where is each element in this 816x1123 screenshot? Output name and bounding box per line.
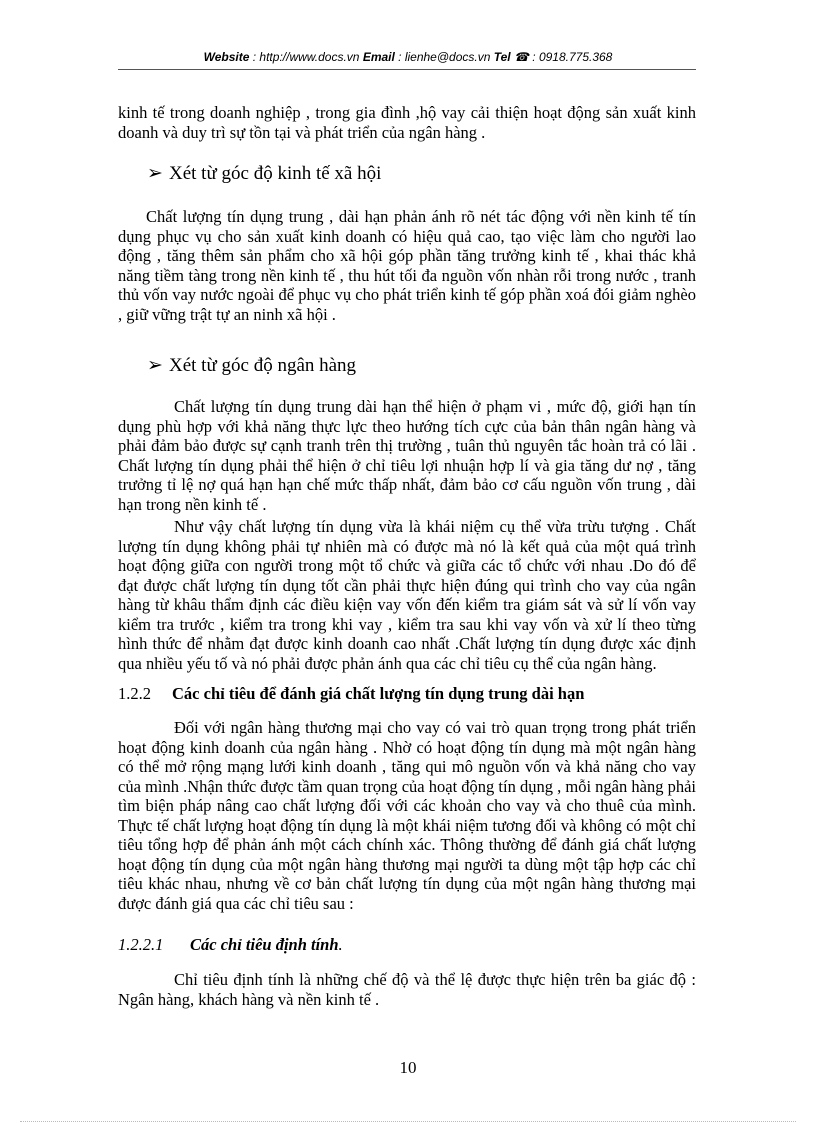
arrow-bullet-icon: ➢ — [147, 355, 163, 376]
bullet-heading-economic-social — [147, 162, 381, 185]
paragraph-1: kinh tế trong doanh nghiệp , trong gia đình ,hộ vay cải thiện hoạt động sản xuất kinh doanh và duy trì sự tồn tại và phát triển của ngân hàng . — [118, 103, 696, 142]
bullet-heading-bank — [147, 354, 356, 377]
paragraph-6: Chỉ tiêu định tính là những chế độ và thể lệ được thực hiện trên ba giác độ : Ngân hàng, khách hàng và nền kinh tế . — [118, 970, 696, 1009]
page-header — [0, 50, 816, 64]
tel-label: Tel — [493, 50, 511, 64]
paragraph-4: Như vậy chất lượng tín dụng vừa là khái niệm cụ thể vừa trừu tượng . Chất lượng tín dụng không phải tự nhiên mà có được mà nó là kết quả của một quá trình hoạt động giữa con người trong một tổ chức và giữa các tổ chức với nhau .Do đó để đạt được chất lượng tín dụng tốt cần phải thực hiện đúng qui trình cho vay của ngân hàng từ khâu thẩm định các điều kiện vay vốn đến kiểm tra giám sát và sử lí vốn vay kiểm tra trước , kiểm tra trong khi vay , kiểm tra sau khi vay vốn và xử lí theo từng hình thức để nhằm đạt được kinh doanh cao nhất .Chất lượng tín dụng được xác định qua nhiều yếu tố và nó phải được phản ánh qua các chỉ tiêu cụ thể của ngân hàng. — [118, 517, 696, 673]
header-divider — [118, 69, 696, 70]
section-heading-1-2-2-1 — [118, 935, 343, 955]
section-number: 1.2.2 — [118, 684, 151, 703]
website-value: : http://www.docs.vn — [249, 50, 363, 64]
section-title: Các chỉ tiêu định tính — [190, 935, 339, 954]
section-number: 1.2.2.1 — [118, 935, 164, 954]
footer-divider — [20, 1121, 796, 1122]
paragraph-2: Chất lượng tín dụng trung , dài hạn phản ánh rõ nét tác động với nền kinh tế tín dụng phục vụ cho sản xuất kinh doanh có hiệu quả cao, tạo việc làm cho người lao động , tăng thêm sản phẩm cho xã hội góp phần tăng trưởng kinh tế , khai thác khả năng tiềm tàng trong nền kinh tế , thu hút tối đa nguồn vốn nhàn rỗi trong nước , tranh thủ vốn vay nước ngoài để phục vụ cho phát triển kinh tế góp phần xoá đói giảm nghèo , giữ vững trật tự an ninh xã hội . — [118, 207, 696, 324]
phone-icon: ☎ — [513, 50, 529, 64]
tel-value: : 0918.775.368 — [528, 50, 613, 64]
bullet-heading-text: Xét từ góc độ kinh tế xã hội — [169, 163, 382, 184]
section-title: Các chỉ tiêu để đánh giá chất lượng tín dụng trung dài hạn — [172, 684, 585, 703]
section-title-suffix: . — [338, 935, 343, 954]
bullet-heading-text: Xét từ góc độ ngân hàng — [169, 355, 357, 376]
paragraph-3: Chất lượng tín dụng trung dài hạn thể hiện ở phạm vi , mức độ, giới hạn tín dụng phù hợp với khả năng thực lực theo hướng tích cực của bản thân ngân hàng và phải đảm bảo được sự cạnh tranh trên thị trường , tuân thủ nguyên tắc hoàn trả có lãi . Chất lượng tín dụng phải thể hiện ở chỉ tiêu lợi nhuận hợp lí và gia tăng dư nợ , tăng trưởng tỉ lệ nợ quá hạn hạn chế mức thấp nhất, đảm bảo cơ cấu nguồn vốn trung , dài hạn trong nền kinh tế . — [118, 397, 696, 514]
paragraph-5: Đối với ngân hàng thương mại cho vay có vai trò quan trọng trong phát triển hoạt động kinh doanh của ngân hàng . Nhờ có hoạt động tín dụng mà một ngân hàng có thể mở rộng mạng lưới kinh doanh , tăng qui mô nguồn vốn và khả năng cho vay của mình .Nhận thức được tầm quan trọng của hoạt động tín dụng , mỗi ngân hàng phải tìm biện pháp nâng cao chất lượng đối với các khoản cho vay và cho thuê của mình. Thực tế chất lượng hoạt động tín dụng là một khái niệm tương đối và không có một chỉ tiêu tổng hợp để phản ánh một cách chính xác. Thông thường để đánh giá chất lượng hoạt động tín dụng của một ngân hàng thương mại người ta dùng một tập hợp các chỉ tiêu khác nhau, nhưng về cơ bản chất lượng tín dụng của một ngân hàng thương mại được đánh giá qua các chỉ tiêu sau : — [118, 718, 696, 913]
email-label: Email — [362, 50, 395, 64]
page-number: 10 — [399, 1058, 417, 1077]
website-label: Website — [203, 50, 250, 64]
section-heading-1-2-2 — [118, 684, 584, 704]
arrow-bullet-icon: ➢ — [147, 163, 163, 184]
email-value: : lienhe@docs.vn — [394, 50, 494, 64]
